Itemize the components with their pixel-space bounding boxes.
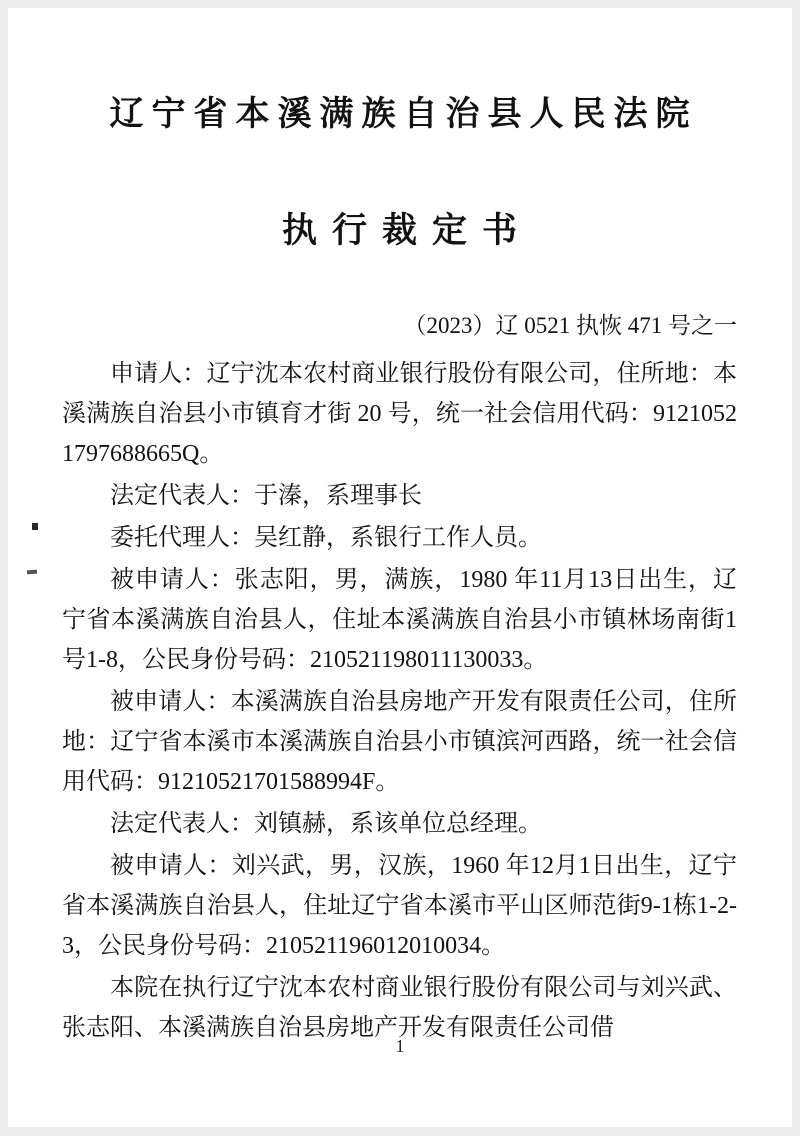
paragraph-legal-representative-2: 法定代表人：刘镇赫，系该单位总经理。 bbox=[110, 810, 542, 837]
document-page bbox=[8, 8, 792, 1127]
document-body bbox=[62, 354, 737, 1048]
document-title: 执行裁定书 bbox=[281, 210, 532, 250]
paragraph-case-background: 本院在执行辽宁沈本农村商业银行股份有限公司与刘兴武、张志阳、本溪满族自治县房地产开发有限责任公司借 bbox=[62, 974, 737, 1041]
court-name-heading: 辽宁省本溪满族自治县人民法院 bbox=[109, 96, 698, 133]
paragraph-applicant: 申请人：辽宁沈本农村商业银行股份有限公司，住所地：本溪满族自治县小市镇育才街 20 号，统一社会信用代码：91210521797688665Q。 bbox=[62, 360, 737, 467]
document-content bbox=[8, 8, 792, 1127]
paragraph-respondent-1: 被申请人：张志阳，男，满族，1980 年11月13日出生，辽宁省本溪满族自治县人，住址本溪满族自治县小市镇林场南街1号1-8，公民身份号码：210521198011130033。 bbox=[62, 566, 737, 673]
paragraph-entrusted-agent: 委托代理人：吴红静，系银行工作人员。 bbox=[110, 524, 542, 551]
paragraph-respondent-3: 被申请人：刘兴武，男，汉族，1960 年12月1日出生，辽宁省本溪满族自治县人，住址辽宁省本溪市平山区师范街9-1栋1-2-3，公民身份号码：210521196012010034。 bbox=[62, 852, 737, 959]
paragraph-legal-representative-1: 法定代表人：于溱，系理事长 bbox=[110, 482, 422, 509]
case-number: （2023）辽 0521 执恢 471 号之一 bbox=[403, 312, 737, 338]
paragraph-respondent-2: 被申请人：本溪满族自治县房地产开发有限责任公司，住所地：辽宁省本溪市本溪满族自治县小市镇滨河西路，统一社会信用代码：91210521701588994F。 bbox=[62, 688, 737, 795]
page-number: 1 bbox=[395, 1036, 405, 1056]
